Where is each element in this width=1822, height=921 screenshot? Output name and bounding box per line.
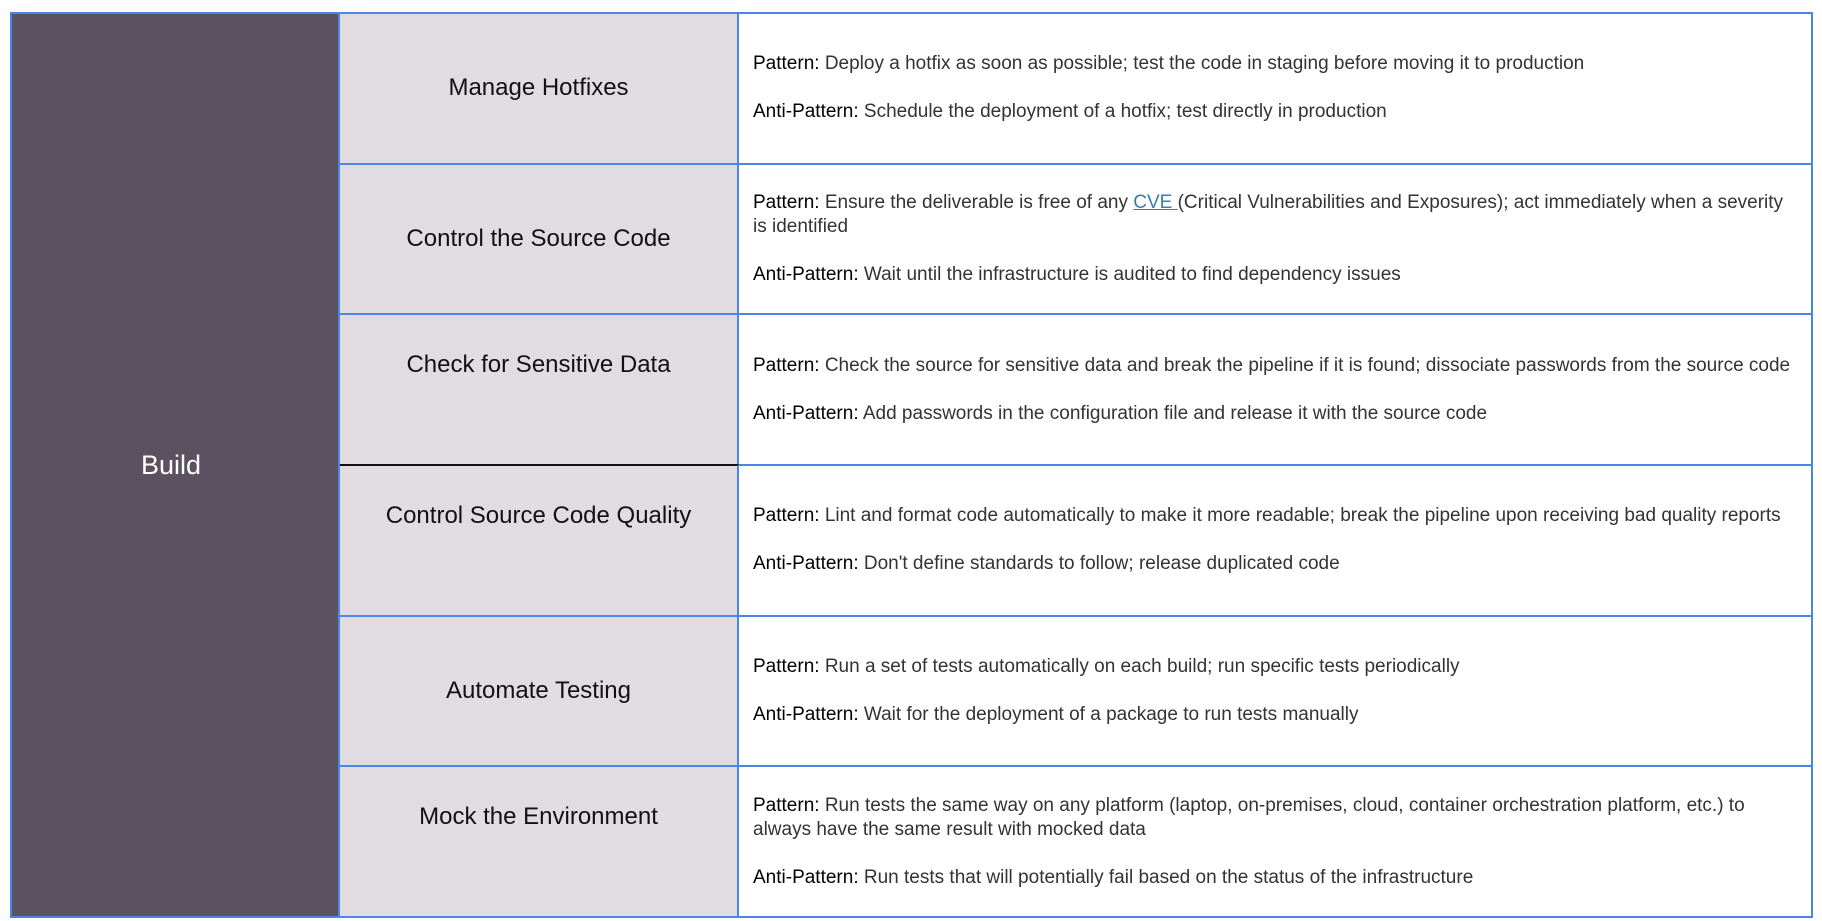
anti-pattern-label: Anti-Pattern: [753,264,859,285]
pattern-line [753,504,1797,528]
table-row [340,767,1811,916]
practice-name: Control the Source Code [406,225,671,252]
anti-pattern-line [753,263,1797,287]
pattern-text: Check the source for sensitive data and break the pipeline if it is found; dissociate passwords from the source code [824,354,1791,376]
pattern-label: Pattern: [753,656,820,678]
pattern-line [753,354,1797,378]
anti-pattern-text: Add passwords in the configuration file and release it with the source code [862,402,1488,424]
pattern-label: Pattern: [753,794,820,816]
practice-name: Manage Hotfixes [448,74,629,102]
anti-pattern-text: Schedule the deployment of a hotfix; test directly in production [863,101,1387,123]
anti-pattern-line [753,552,1797,576]
anti-pattern-line [753,703,1797,727]
practice-name-cell [340,165,739,314]
practice-name-cell [340,14,739,163]
phase-cell [12,14,340,916]
pattern-label: Pattern: [753,53,820,75]
anti-pattern-label: Anti-Pattern: [753,101,859,123]
pattern-line [753,794,1797,842]
practice-name: Control Source Code Quality [385,502,692,530]
patterns-table [10,12,1813,918]
pattern-text: Run tests the same way on any platform (laptop, on-premises, cloud, container orchestration platform, etc.) to always have the same result with mocked data [753,794,1745,840]
practice-detail-cell [739,14,1811,163]
pattern-label: Pattern: [753,354,820,376]
table-row [340,14,1811,165]
pattern-text: Run a set of tests automatically on each build; run specific tests periodically [824,656,1460,678]
anti-pattern-label: Anti-Pattern: [753,704,859,726]
anti-pattern-label: Anti-Pattern: [753,402,859,424]
practice-rows [340,14,1811,916]
anti-pattern-line [753,402,1797,426]
table-row [340,466,1811,617]
anti-pattern-line [753,100,1797,124]
cve-link[interactable]: CVE [1133,192,1178,213]
anti-pattern-text: Run tests that will potentially fail based on the status of the infrastructure [863,866,1474,888]
practice-name: Mock the Environment [419,803,658,831]
practice-name-cell [340,617,739,766]
table-row [340,617,1811,768]
practice-detail-cell [739,466,1811,615]
pattern-line [753,52,1797,76]
practice-name-cell [340,767,739,916]
anti-pattern-label: Anti-Pattern: [753,866,859,888]
practice-name-cell [340,464,739,615]
pattern-text-after: (Critical Vulnerabilities and Exposures); act immediately when a severity is identified [753,192,1784,237]
pattern-text: Deploy a hotfix as soon as possible; test the code in staging before moving it to production [824,53,1585,75]
anti-pattern-line [753,866,1797,890]
table-row [340,165,1811,316]
pattern-line [753,191,1797,239]
phase-label: Build [140,449,202,480]
practice-detail-cell [739,165,1811,314]
pattern-text: Lint and format code automatically to make it more readable; break the pipeline upon receiving bad quality reports [824,505,1781,527]
pattern-label: Pattern: [753,192,820,213]
pattern-label: Pattern: [753,505,820,527]
practice-detail-cell [739,315,1811,464]
practice-name: Automate Testing [445,677,631,705]
anti-pattern-label: Anti-Pattern: [753,553,859,575]
anti-pattern-text: Wait for the deployment of a package to run tests manually [863,704,1359,726]
practice-detail-cell [739,617,1811,766]
practice-detail-cell [739,767,1811,916]
pattern-line [753,655,1797,679]
practice-name: Check for Sensitive Data [406,351,671,379]
anti-pattern-text: Wait until the infrastructure is audited to find dependency issues [863,264,1401,285]
practice-name-cell [340,315,739,464]
table-row [340,315,1811,466]
anti-pattern-text: Don't define standards to follow; release duplicated code [863,553,1340,575]
pattern-text-before: Ensure the deliverable is free of any [824,192,1134,213]
